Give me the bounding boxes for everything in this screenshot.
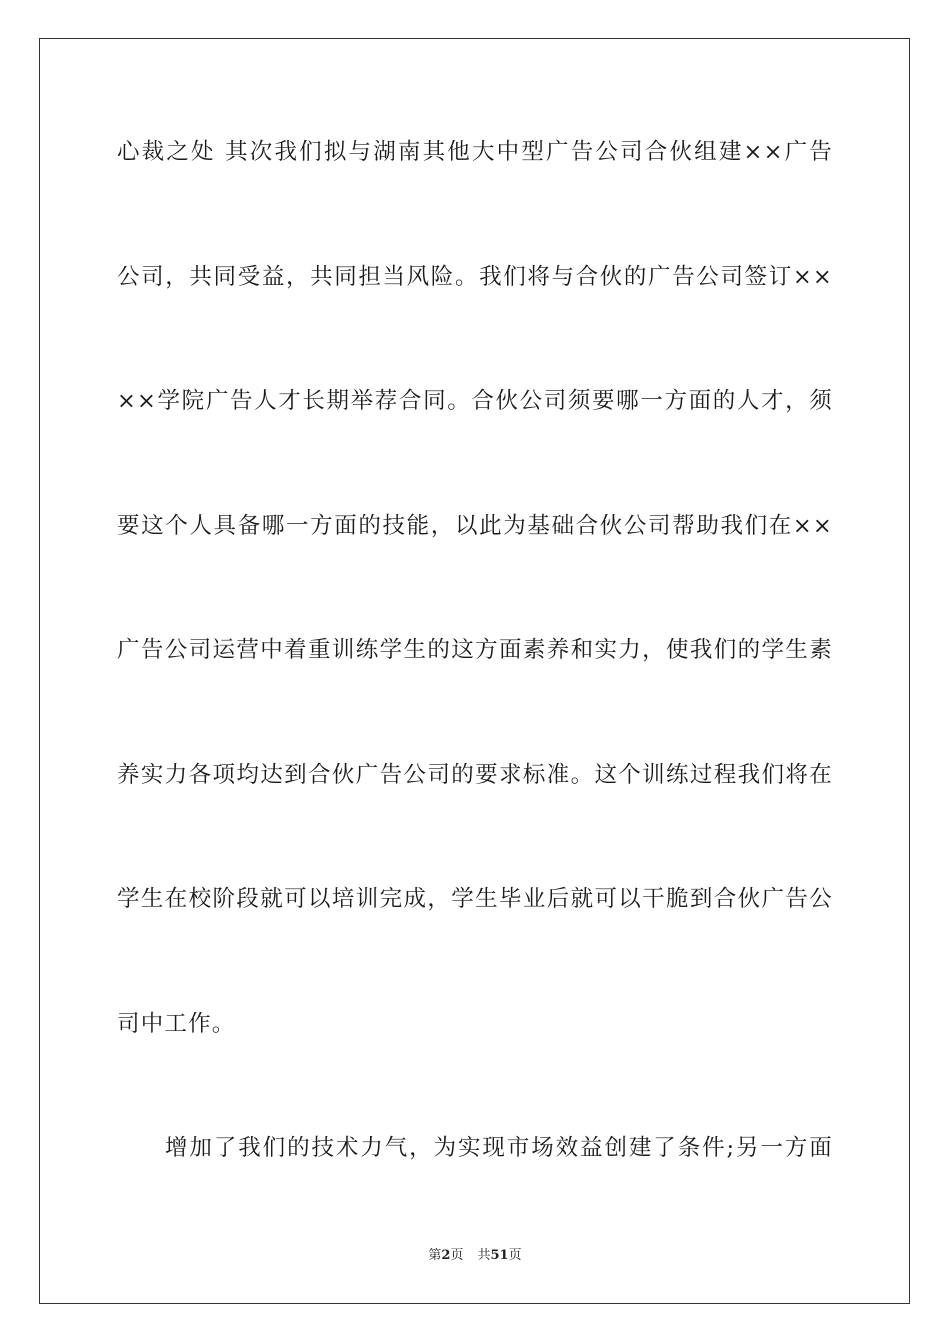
text-line: 养实力各项均达到合伙广告公司的要求标准。这个训练过程我们将在 (117, 762, 833, 788)
text-line: 公司，共同受益，共同担当风险。我们将与合伙的广告公司签订×× (117, 264, 833, 290)
page-number: 2 (441, 1248, 451, 1263)
text-line: 心裁之处 其次我们拟与湖南其他大中型广告公司合伙组建××广告 (117, 139, 833, 165)
total-label-suffix: 页 (508, 1248, 522, 1263)
text-line: 学生在校阶段就可以培训完成，学生毕业后就可以干脆到合伙广告公 (117, 886, 833, 912)
text-line: 广告公司运营中着重训练学生的这方面素养和实力，使我们的学生素 (117, 637, 833, 663)
total-label-prefix: 共 (477, 1248, 491, 1263)
page-border (39, 38, 910, 1304)
page-footer (0, 1247, 950, 1265)
text-line: 要这个人具备哪一方面的技能，以此为基础合伙公司帮助我们在×× (117, 513, 833, 539)
page-label-suffix: 页 (450, 1248, 464, 1263)
text-line: 司中工作。 (117, 1011, 236, 1037)
page-label-prefix: 第 (428, 1248, 442, 1263)
text-line: ××学院广告人才长期举荐合同。合伙公司须要哪一方面的人才，须 (117, 388, 833, 414)
text-line: 增加了我们的技术力气，为实现市场效益创建了条件;另一方面 (165, 1135, 833, 1161)
total-pages: 51 (490, 1248, 509, 1263)
